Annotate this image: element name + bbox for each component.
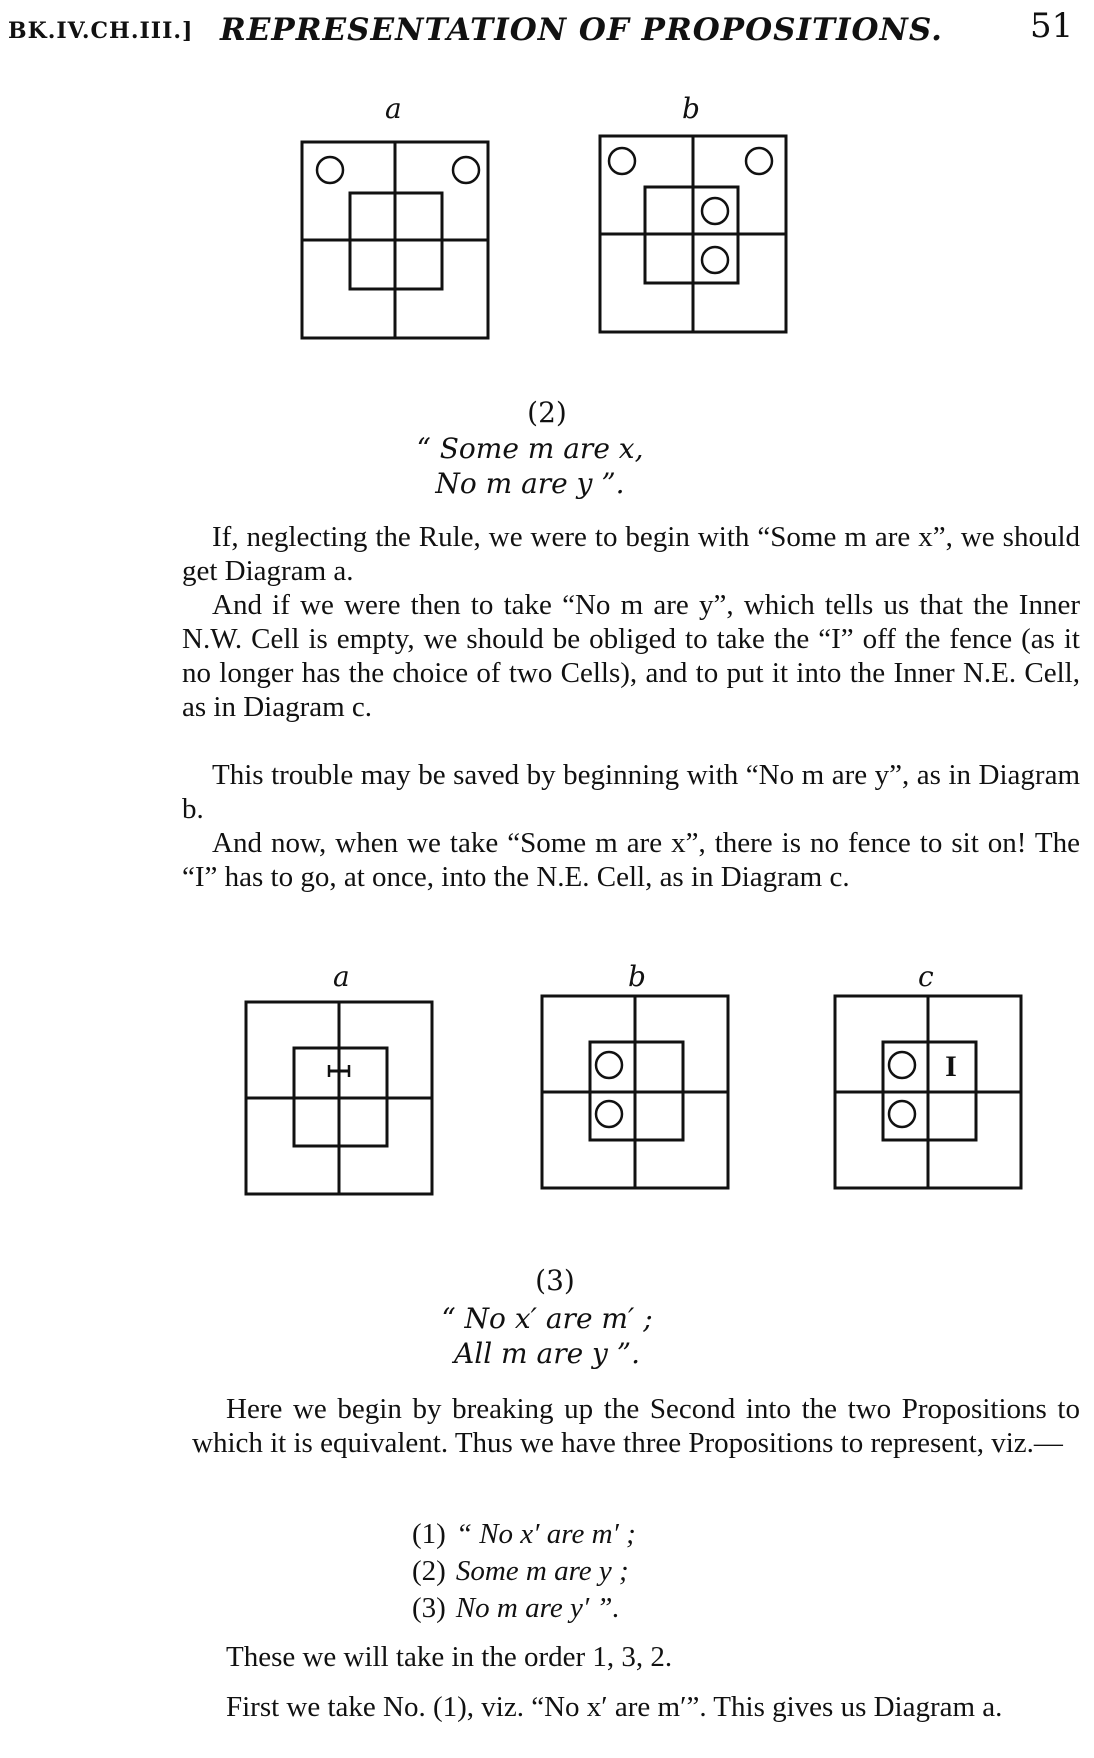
section-number-2: (2) — [527, 396, 567, 429]
order-line: These we will take in the order 1, 3, 2. — [226, 1641, 673, 1673]
negative-counter-inner-nw — [889, 1052, 915, 1078]
running-head-chapter: BK.IV.CH.III.] — [8, 18, 194, 44]
page-number: 51 — [1030, 6, 1074, 46]
paragraph-5: Here we begin by breaking up the Second into the two Propositions to which it is equivalent. Thus we have three Propositions to represent, viz.— — [192, 1393, 1080, 1459]
negative-counter-inner-se — [702, 247, 728, 273]
diagram-label-b: b — [682, 92, 700, 125]
diagram-top-a — [300, 140, 500, 342]
final-line: First we take No. (1), viz. “No x′ are m′”. This gives us Diagram a. — [226, 1691, 1003, 1723]
negative-counter-inner-nw — [596, 1052, 622, 1078]
list-item: (1) “ No x′ are m′ ; — [412, 1518, 636, 1550]
paragraph-3: This trouble may be saved by beginning with “No m are y”, as in Diagram b. — [182, 759, 1080, 825]
section-number-3: (3) — [535, 1264, 575, 1297]
negative-counter-nw — [609, 148, 635, 174]
negative-counter-inner-sw — [596, 1101, 622, 1127]
diagram-label-b: b — [628, 960, 646, 993]
running-head-title: REPRESENTATION OF PROPOSITIONS. — [220, 12, 943, 48]
premise-line-3: “ No x′ are m′ ; — [441, 1302, 653, 1335]
proposition-list — [412, 1516, 646, 1627]
diagram-top-b — [598, 134, 794, 338]
diagram-label-c: c — [918, 960, 934, 993]
list-item: (3) No m are y′ ”. — [412, 1592, 620, 1624]
negative-counter-nw — [317, 157, 343, 183]
premise-line-2: No m are y ”. — [435, 467, 625, 500]
paragraph-4: And now, when we take “Some m are x”, there is no fence to sit on! The “I” has to go, at once, into the N.E. Cell, as in Diagram c. — [182, 827, 1080, 893]
negative-counter-inner-sw — [889, 1101, 915, 1127]
paragraph-1: If, neglecting the Rule, we were to begin with “Some m are x”, we should get Diagram a. — [182, 521, 1080, 587]
negative-counter-ne — [453, 157, 479, 183]
diagram-label-a: a — [385, 92, 402, 125]
diagram-middle-a — [244, 1000, 436, 1198]
negative-counter-inner-ne — [702, 198, 728, 224]
premise-line-1: “ Some m are x, — [416, 432, 644, 465]
diagram-middle-c — [833, 994, 1025, 1192]
diagram-middle-b — [540, 994, 732, 1192]
list-item: (2) Some m are y ; — [412, 1555, 629, 1587]
paragraph-2: And if we were then to take “No m are y”, which tells us that the Inner N.W. Cell is empty, we should be obliged to take the “I” off the fence (as it no longer has the choice of two Cells), and to put it into the Inner N.E. Cell, as in Diagram c. — [182, 589, 1080, 723]
affirmative-counter-inner-ne: I — [945, 1050, 957, 1083]
premise-line-4: All m are y ”. — [454, 1337, 640, 1370]
negative-counter-ne — [746, 148, 772, 174]
diagram-label-a: a — [333, 960, 350, 993]
